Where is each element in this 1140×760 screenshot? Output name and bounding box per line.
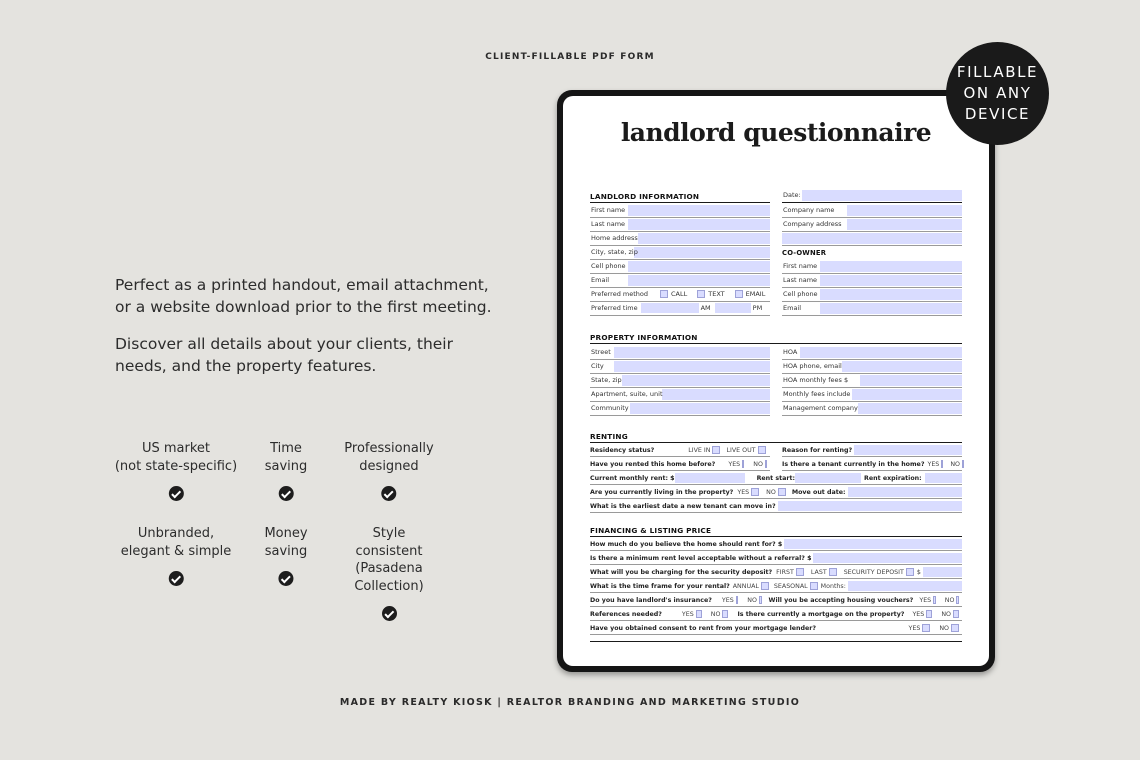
minimum-rent-input[interactable] <box>813 553 962 563</box>
check-icon <box>382 606 397 621</box>
feature-line: Style consistent <box>355 526 423 559</box>
section-property-information: PROPERTY INFORMATION <box>590 333 698 342</box>
hoa-field[interactable] <box>782 346 962 360</box>
option-label: YES <box>919 596 932 604</box>
feature-line: Unbranded, <box>137 526 215 541</box>
question-label: What will you be charging for the security deposit? <box>590 568 773 576</box>
section-rule <box>782 202 962 203</box>
security-deposit-checkbox[interactable] <box>906 568 914 576</box>
question-label: Residency status? <box>590 446 655 454</box>
co-cell-phone-input[interactable] <box>820 289 962 300</box>
option-label: $ <box>916 568 921 576</box>
first-name-field[interactable] <box>590 204 770 218</box>
feature-professionally-designed <box>344 440 433 501</box>
question-label: Do you have landlord's insurance? <box>590 596 712 604</box>
earliest-date-input[interactable] <box>778 501 962 511</box>
feature-line: US market <box>141 441 211 456</box>
field-label: HOA monthly fees $ <box>783 376 849 385</box>
email-field[interactable] <box>590 274 770 288</box>
question-label: Is there a tenant currently in the home? <box>782 460 925 468</box>
call-checkbox[interactable] <box>660 290 668 298</box>
footer-label: MADE BY REALTY KIOSK | REALTOR BRANDING AND MARKETING STUDIO <box>339 697 801 708</box>
security-deposit-row <box>590 566 962 579</box>
feature-unbranded <box>121 525 231 586</box>
field-label: Apartment, suite, unit <box>591 390 663 399</box>
question-label: Is there currently a mortgage on the property? <box>737 610 905 618</box>
badge-line: FILLABLE <box>956 63 1039 81</box>
co-cell-phone-field[interactable] <box>782 288 962 302</box>
question-label: What is the earliest date a new tenant can move in? <box>590 502 776 510</box>
question-label: What is the time frame for your rental? <box>590 582 730 590</box>
field-label: Management company <box>783 404 858 413</box>
option-label: NO <box>941 610 951 618</box>
text-checkbox[interactable] <box>697 290 705 298</box>
first-name-input[interactable] <box>628 205 770 216</box>
earliest-date-row <box>590 500 962 513</box>
feature-line: Professionally <box>344 441 434 456</box>
field-label: Cell phone <box>591 262 626 271</box>
feature-line: (Pasadena Collection) <box>354 561 424 594</box>
home-address-input[interactable] <box>638 233 770 244</box>
preferred-method-field <box>590 288 770 302</box>
section-rule <box>590 536 962 537</box>
rent-start-input[interactable] <box>795 473 861 483</box>
preferred-time-field <box>590 302 770 316</box>
yes-checkbox[interactable] <box>922 624 930 632</box>
question-label: Have you obtained consent to rent from your mortgage lender? <box>590 624 817 632</box>
monthly-rent-input[interactable] <box>675 473 745 483</box>
rent-estimate-input[interactable] <box>784 539 962 549</box>
option-label: SECURITY DEPOSIT <box>843 568 904 576</box>
hoa-fees-field[interactable] <box>782 374 962 388</box>
apartment-input[interactable] <box>662 389 770 400</box>
co-email-field[interactable] <box>782 302 962 316</box>
no-checkbox[interactable] <box>956 596 959 604</box>
option-label: YES <box>737 488 750 496</box>
question-label: Reason for renting? <box>782 446 853 454</box>
section-co-owner: CO-OWNER <box>782 249 827 257</box>
feature-us-market <box>115 440 237 501</box>
option-label: ANNUAL <box>732 582 759 590</box>
monthly-rent-row <box>590 472 962 485</box>
option-label: LIVE OUT <box>726 446 756 454</box>
hoa-fees-input[interactable] <box>860 375 962 386</box>
no-checkbox[interactable] <box>953 610 959 618</box>
option-label: TEXT <box>708 290 725 299</box>
hoa-phone-input[interactable] <box>842 361 962 372</box>
no-checkbox[interactable] <box>778 488 786 496</box>
no-checkbox[interactable] <box>722 610 728 618</box>
question-label: Will you be accepting housing vouchers? <box>768 596 914 604</box>
section-landlord-information: LANDLORD INFORMATION <box>590 192 700 201</box>
live-out-checkbox[interactable] <box>758 446 766 454</box>
option-label: AM <box>700 304 711 313</box>
management-company-input[interactable] <box>858 403 962 414</box>
question-label: Are you currently living in the property? <box>590 488 734 496</box>
question-label: References needed? <box>590 610 662 618</box>
field-label: HOA <box>783 348 798 357</box>
state-zip-input[interactable] <box>622 375 770 386</box>
question-label: Move out date: <box>791 488 846 496</box>
date-input[interactable] <box>802 190 962 201</box>
field-label: Street <box>591 348 611 357</box>
field-label: Monthly fees include <box>783 390 851 399</box>
email-input[interactable] <box>628 275 770 286</box>
feature-time-saving <box>265 440 308 501</box>
intro-paragraph-2: Discover all details about your clients, their needs, and the property features. <box>115 335 453 375</box>
question-label: Current monthly rent: $ <box>590 474 675 482</box>
company-address-input-2[interactable] <box>782 233 962 244</box>
reason-row[interactable] <box>782 444 962 457</box>
option-label: EMAIL <box>745 290 766 299</box>
option-label: NO <box>950 460 960 468</box>
company-address-line2[interactable] <box>782 232 962 246</box>
yes-checkbox[interactable] <box>926 610 932 618</box>
fees-include-field[interactable] <box>782 388 962 402</box>
field-label: Company address <box>783 220 842 229</box>
option-label: YES <box>721 596 734 604</box>
check-icon <box>168 571 183 586</box>
option-label: PM <box>752 304 763 313</box>
form-bottom-rule <box>590 641 962 642</box>
yes-checkbox[interactable] <box>742 460 744 468</box>
apartment-field[interactable] <box>590 388 770 402</box>
fees-include-input[interactable] <box>852 389 962 400</box>
check-icon <box>382 486 397 501</box>
street-field[interactable] <box>590 346 770 360</box>
check-icon <box>278 571 293 586</box>
am-time-input[interactable] <box>641 303 699 313</box>
option-label: SEASONAL <box>773 582 808 590</box>
question-label: How much do you believe the home should rent for? $ <box>590 540 783 548</box>
option-label: NO <box>766 488 776 496</box>
company-name-field[interactable] <box>782 204 962 218</box>
state-zip-field[interactable] <box>590 374 770 388</box>
co-last-name-field[interactable] <box>782 274 962 288</box>
feature-line: designed <box>359 458 419 474</box>
city-field[interactable] <box>590 360 770 374</box>
seasonal-checkbox[interactable] <box>810 582 818 590</box>
badge-line: DEVICE <box>964 105 1031 123</box>
intro-text <box>115 274 495 392</box>
pm-time-input[interactable] <box>715 303 751 313</box>
option-label: NO <box>747 596 757 604</box>
feature-line: saving <box>264 458 308 474</box>
date-field[interactable] <box>782 189 962 203</box>
feature-money-saving <box>264 525 307 586</box>
move-out-input[interactable] <box>848 487 962 497</box>
field-label: City <box>591 362 604 371</box>
badge-line: ON ANY <box>963 84 1032 102</box>
cell-phone-field[interactable] <box>590 260 770 274</box>
street-input[interactable] <box>614 347 770 358</box>
hoa-phone-field[interactable] <box>782 360 962 374</box>
last-name-input[interactable] <box>628 219 770 230</box>
rent-estimate-row <box>590 538 962 551</box>
company-name-input[interactable] <box>847 205 962 216</box>
live-in-checkbox[interactable] <box>712 446 720 454</box>
annual-checkbox[interactable] <box>761 582 769 590</box>
minimum-rent-row <box>590 552 962 565</box>
option-label: YES <box>912 610 925 618</box>
field-label: Home address <box>591 234 638 243</box>
yes-checkbox[interactable] <box>751 488 759 496</box>
field-label: Last name <box>783 276 818 285</box>
field-label: First name <box>783 262 818 271</box>
section-rule <box>590 343 962 344</box>
no-checkbox[interactable] <box>765 460 767 468</box>
cell-phone-input[interactable] <box>628 261 770 272</box>
fillable-badge <box>946 42 1049 145</box>
field-label: Last name <box>591 220 626 229</box>
co-first-name-field[interactable] <box>782 260 962 274</box>
question-label: Have you rented this home before? <box>590 460 716 468</box>
yes-checkbox[interactable] <box>941 460 943 468</box>
yes-checkbox[interactable] <box>696 610 702 618</box>
intro-paragraph-1: Perfect as a printed handout, email attachment, or a website download prior to the first meeting. <box>115 276 492 316</box>
option-label: Months: <box>820 582 846 590</box>
option-label: LIVE IN <box>688 446 711 454</box>
community-input[interactable] <box>630 403 770 414</box>
co-first-name-input[interactable] <box>820 261 962 272</box>
community-field[interactable] <box>590 402 770 416</box>
question-label: Rent start: <box>756 474 796 482</box>
insurance-row <box>590 594 962 607</box>
last-checkbox[interactable] <box>829 568 837 576</box>
first-checkbox[interactable] <box>796 568 804 576</box>
tablet-mockup <box>557 90 995 672</box>
option-label: NO <box>944 596 955 604</box>
section-rule <box>590 442 962 443</box>
option-label: NO <box>710 610 721 618</box>
option-label: LAST <box>810 568 827 576</box>
months-input[interactable] <box>848 581 962 591</box>
option-label: YES <box>927 460 940 468</box>
question-label: Rent expiration: <box>864 474 922 482</box>
question-label: Is there a minimum rent level acceptable without a referral? $ <box>590 554 812 562</box>
tenant-row <box>782 458 962 471</box>
rented-before-row <box>590 458 770 471</box>
residency-status-row <box>590 444 770 457</box>
top-label: CLIENT-FILLABLE PDF FORM <box>485 52 655 62</box>
mortgage-consent-row <box>590 622 962 635</box>
yes-checkbox[interactable] <box>736 596 739 604</box>
field-label: Company name <box>783 206 835 215</box>
field-label: Date: <box>783 191 801 200</box>
no-checkbox[interactable] <box>962 460 964 468</box>
field-label: Email <box>591 276 610 285</box>
field-label: City, state, zip <box>591 248 638 257</box>
field-label: Email <box>783 304 802 313</box>
option-label: CALL <box>671 290 688 299</box>
management-company-field[interactable] <box>782 402 962 416</box>
feature-line: Time <box>270 441 302 456</box>
company-address-field[interactable] <box>782 218 962 232</box>
option-label: YES <box>728 460 741 468</box>
no-checkbox[interactable] <box>951 624 959 632</box>
check-icon <box>169 486 184 501</box>
section-financing: FINANCING & LISTING PRICE <box>590 526 712 535</box>
no-checkbox[interactable] <box>759 596 762 604</box>
feature-style-consistent <box>346 525 432 621</box>
field-label: Preferred method <box>591 290 649 299</box>
section-renting: RENTING <box>590 432 628 441</box>
references-row <box>590 608 962 621</box>
feature-line: (not state-specific) <box>114 458 238 474</box>
form-title: landlord questionnaire <box>620 118 932 147</box>
field-label: First name <box>591 206 626 215</box>
field-label: Community <box>591 404 629 413</box>
home-address-field[interactable] <box>590 232 770 246</box>
option-label: NO <box>753 460 763 468</box>
city-input[interactable] <box>614 361 770 372</box>
form-page <box>563 96 989 666</box>
option-label: YES <box>908 624 921 632</box>
time-frame-row <box>590 580 962 593</box>
living-in-property-row <box>590 486 962 499</box>
city-state-zip-input[interactable] <box>634 247 770 258</box>
yes-checkbox[interactable] <box>933 596 936 604</box>
option-label: YES <box>681 610 694 618</box>
feature-line: saving <box>264 543 308 559</box>
email-checkbox[interactable] <box>735 290 743 298</box>
field-label: State, zip <box>591 376 622 385</box>
field-label: Cell phone <box>783 290 818 299</box>
feature-line: elegant & simple <box>120 543 232 559</box>
check-icon <box>278 486 293 501</box>
feature-line: Money <box>264 526 308 541</box>
city-state-zip-field[interactable] <box>590 246 770 260</box>
reason-input[interactable] <box>854 445 962 455</box>
field-label: Preferred time <box>591 304 638 313</box>
company-address-input[interactable] <box>847 219 962 230</box>
co-last-name-input[interactable] <box>820 275 962 286</box>
co-email-input[interactable] <box>820 303 962 314</box>
option-label: NO <box>939 624 949 632</box>
field-label: HOA phone, email <box>783 362 842 371</box>
rent-expiration-input[interactable] <box>925 473 962 483</box>
option-label: FIRST <box>776 568 794 576</box>
last-name-field[interactable] <box>590 218 770 232</box>
security-deposit-input[interactable] <box>923 567 962 577</box>
hoa-input[interactable] <box>800 347 962 358</box>
section-rule <box>590 202 770 203</box>
